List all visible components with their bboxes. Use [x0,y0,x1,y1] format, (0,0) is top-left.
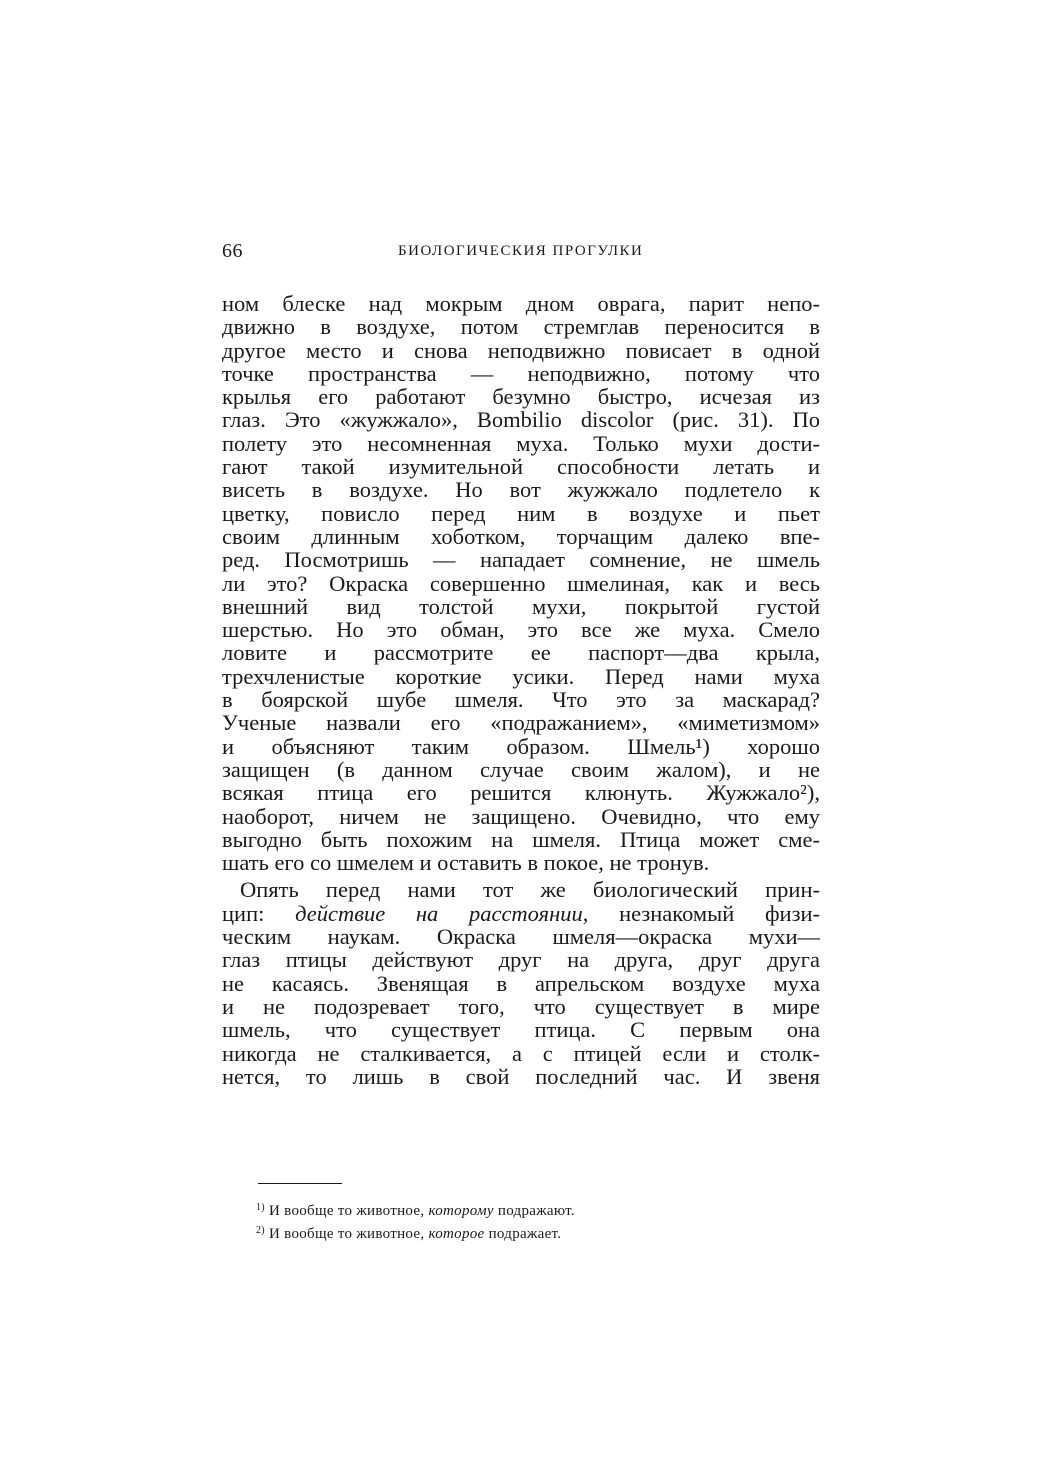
footnote-text: И вообще то животное, [269,1226,429,1242]
text-line: и объясняют таким образом. Шмель¹) хорошо [222,733,820,759]
text-line: всякая птица его решится клюнуть. Жужжало²), [222,780,820,806]
text-line: никогда не сталкивается, а с птицей если и столк- [222,1040,820,1066]
text-line: глаз птицы действуют друг на друга, друг друга [222,947,820,973]
footnotes [256,1196,756,1242]
paragraph-1 [222,292,820,874]
text-line: полету это несомненная муха. Только мухи дости- [222,430,820,456]
italic-phrase: действие на расстоянии [295,900,583,926]
text-line: шать его со шмелем и оставить в покое, не тронув. [222,850,710,876]
footnote-mark: 2) [256,1225,265,1236]
text-line: ловите и рассмотрите ее паспорт—два крыла, [222,640,820,666]
text-line: ли это? Окраска совершенно шмелиная, как и весь [222,570,820,596]
paragraph-2 [222,878,820,1088]
text-line: висеть в воздухе. Но вот жужжало подлетело к [222,477,820,503]
text-line: гают такой изумительной способности летать и [222,454,820,480]
text-line: Ученые назвали его «подражанием», «миметизмом» [222,710,820,736]
text-line: и не подозревает того, что существует в мире [222,993,820,1019]
footnote-italic: которое [428,1226,485,1242]
text-line: шмель, что существует птица. С первым она [222,1017,820,1043]
footnote-text: И вообще то животное, [269,1203,429,1219]
text-line-with-italic [222,902,820,925]
text-line: цветку, повисло перед ним в воздухе и пьет [222,500,820,526]
footnote-1 [256,1196,756,1219]
text-line: точке пространства — неподвижно, потому что [222,360,820,386]
text-line: крылья его работают безумно быстро, исчезая из [222,384,820,410]
text-line: движно в воздухе, потом стремглав переносится в [222,314,820,340]
text-line: в боярской шубе шмеля. Что это за маскарад? [222,687,820,713]
text-line: наоборот, ничем не защищено. Очевидно, что ему [222,803,820,829]
text-line: шерстью. Но это обман, это все же муха. Смело [222,617,820,643]
text-line: нется, то лишь в свой последний час. И звеня [222,1063,820,1089]
text-line: ческим наукам. Окраска шмеля—окраска мухи— [222,924,820,950]
text-line: Опять перед нами тот же биологический прин- [240,877,820,903]
text-line: глаз. Это «жужжало», Bombilio discolor (рис. 31). По [222,407,820,433]
text-line: выгодно быть похожим на шмеля. Птица может сме- [222,826,820,852]
footnote-text: подражает. [484,1226,562,1242]
text-line: трехчленистые короткие усики. Перед нами муха [222,663,820,689]
footnote-italic: которому [428,1203,494,1219]
running-title: БИОЛОГИЧЕСКИЯ ПРОГУЛКИ [398,243,644,259]
footnote-2 [256,1219,756,1242]
running-head [222,240,822,270]
text-segment: , незнакомый физи- [582,900,821,926]
page-number: 66 [222,240,243,262]
footnote-mark: 1) [256,1202,265,1213]
text-line: не касаясь. Звенящая в апрельском воздухе муха [222,970,820,996]
footnote-text: подражают. [493,1203,575,1219]
text-line: защищен (в данном случае своим жалом), и не [222,756,820,782]
text-line: своим длинным хоботком, торчащим далеко впе- [222,523,820,549]
text-segment: цип: [222,900,296,926]
footnote-divider [258,1183,342,1184]
text-line: ред. Посмотришь — нападает сомнение, не шмель [222,547,820,573]
text-line: внешний вид толстой мухи, покрытой густой [222,593,820,619]
main-text [222,292,820,1088]
text-line: другое место и снова неподвижно повисает в одной [222,337,820,363]
text-line: ном блеске над мокрым дном оврага, парит непо- [222,291,820,316]
